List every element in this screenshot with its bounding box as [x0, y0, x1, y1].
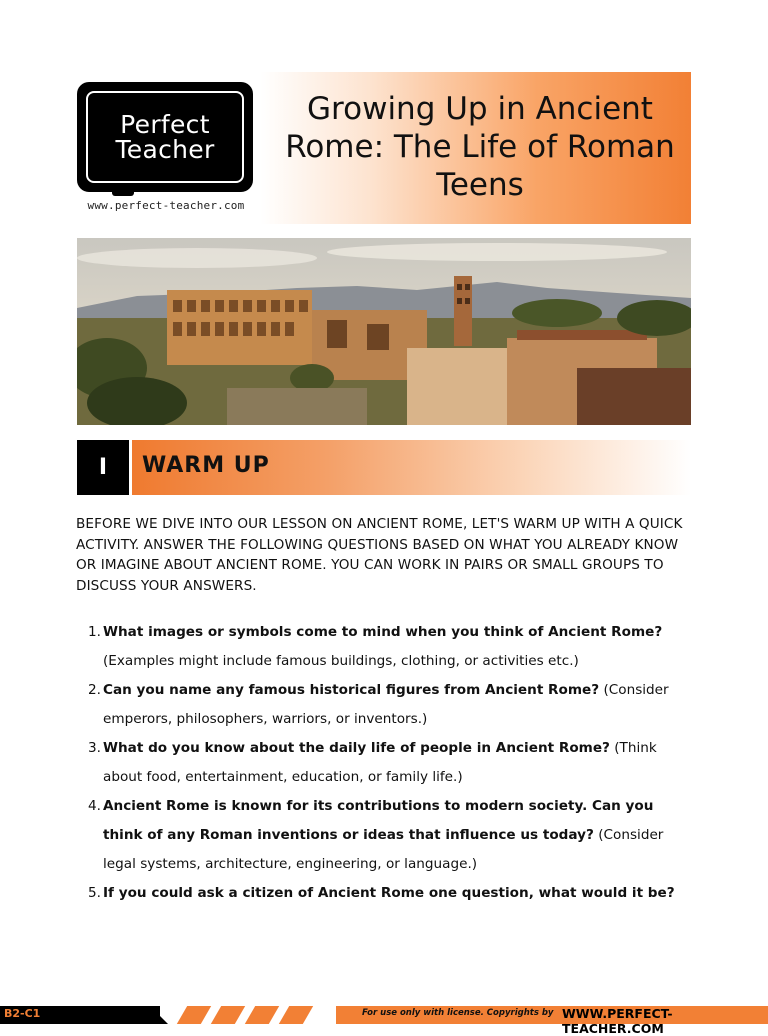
question-text: Ancient Rome is known for its contributions to modern society. Can you think of any Roman inventions or ideas that influence us today? — [103, 798, 654, 843]
question-hint: (Consider emperors, philosophers, warriors, or inventors.) — [103, 682, 669, 727]
footer-level-bar-cut — [150, 1006, 168, 1024]
question-number: 2. — [88, 682, 101, 698]
logo-website: www.perfect-teacher.com — [87, 199, 245, 212]
footer-url[interactable]: WWW.PERFECT-TEACHER.COM — [562, 1006, 673, 1036]
perfect-teacher-logo — [77, 82, 253, 192]
question-number: 5. — [88, 885, 101, 901]
question-item — [76, 879, 691, 908]
question-number: 3. — [88, 740, 101, 756]
footer-stripe — [211, 1006, 245, 1024]
intro-paragraph: BEFORE WE DIVE INTO OUR LESSON ON ANCIENT ROME, LET'S WARM UP WITH A QUICK ACTIVITY. ANSWER THE FOLLOWING QUESTIONS BASED ON WHAT YOU ALREADY KNOW OR IMAGINE ABOUT ANCIENT ROME. YOU CAN WORK IN PAIRS OR SMALL GROUPS TO DISCUSS YOUR ANSWERS. — [76, 516, 683, 594]
question-text: What images or symbols come to mind when you think of Ancient Rome? — [103, 624, 663, 640]
logo-stand — [112, 190, 134, 196]
footer-stripe — [279, 1006, 313, 1024]
question-text: Can you name any famous historical figures from Ancient Rome? — [103, 682, 600, 698]
question-hint: (Consider legal systems, architecture, engineering, or language.) — [103, 827, 664, 872]
question-hint: (Think about food, entertainment, education, or family life.) — [103, 740, 657, 785]
section-number: I — [77, 440, 129, 495]
footer-license-text: For use only with license. Copyrights by — [362, 1008, 554, 1018]
footer-stripe — [177, 1006, 211, 1024]
question-item — [76, 676, 691, 734]
logo-line-1: Perfect — [120, 110, 210, 139]
question-number: 4. — [88, 798, 101, 814]
question-number: 1. — [88, 624, 101, 640]
question-text: If you could ask a citizen of Ancient Rome one question, what would it be? — [103, 885, 675, 901]
logo-screen — [86, 91, 244, 183]
rome-panorama-illustration — [77, 238, 691, 425]
question-item — [76, 618, 691, 676]
warm-up-questions — [76, 618, 691, 908]
section-title: WARM UP — [142, 453, 270, 478]
footer-stripe — [245, 1006, 279, 1024]
question-hint: (Examples might include famous buildings, clothing, or activities etc.) — [103, 653, 579, 669]
question-text: What do you know about the daily life of people in Ancient Rome? — [103, 740, 610, 756]
footer-level-label: B2-C1 — [4, 1007, 41, 1020]
question-item — [76, 734, 691, 792]
rome-panorama-photo — [77, 238, 691, 425]
logo-line-2: Teacher — [115, 135, 215, 164]
question-item — [76, 792, 691, 879]
page-title: Growing Up in Ancient Rome: The Life of Roman Teens — [285, 91, 675, 203]
